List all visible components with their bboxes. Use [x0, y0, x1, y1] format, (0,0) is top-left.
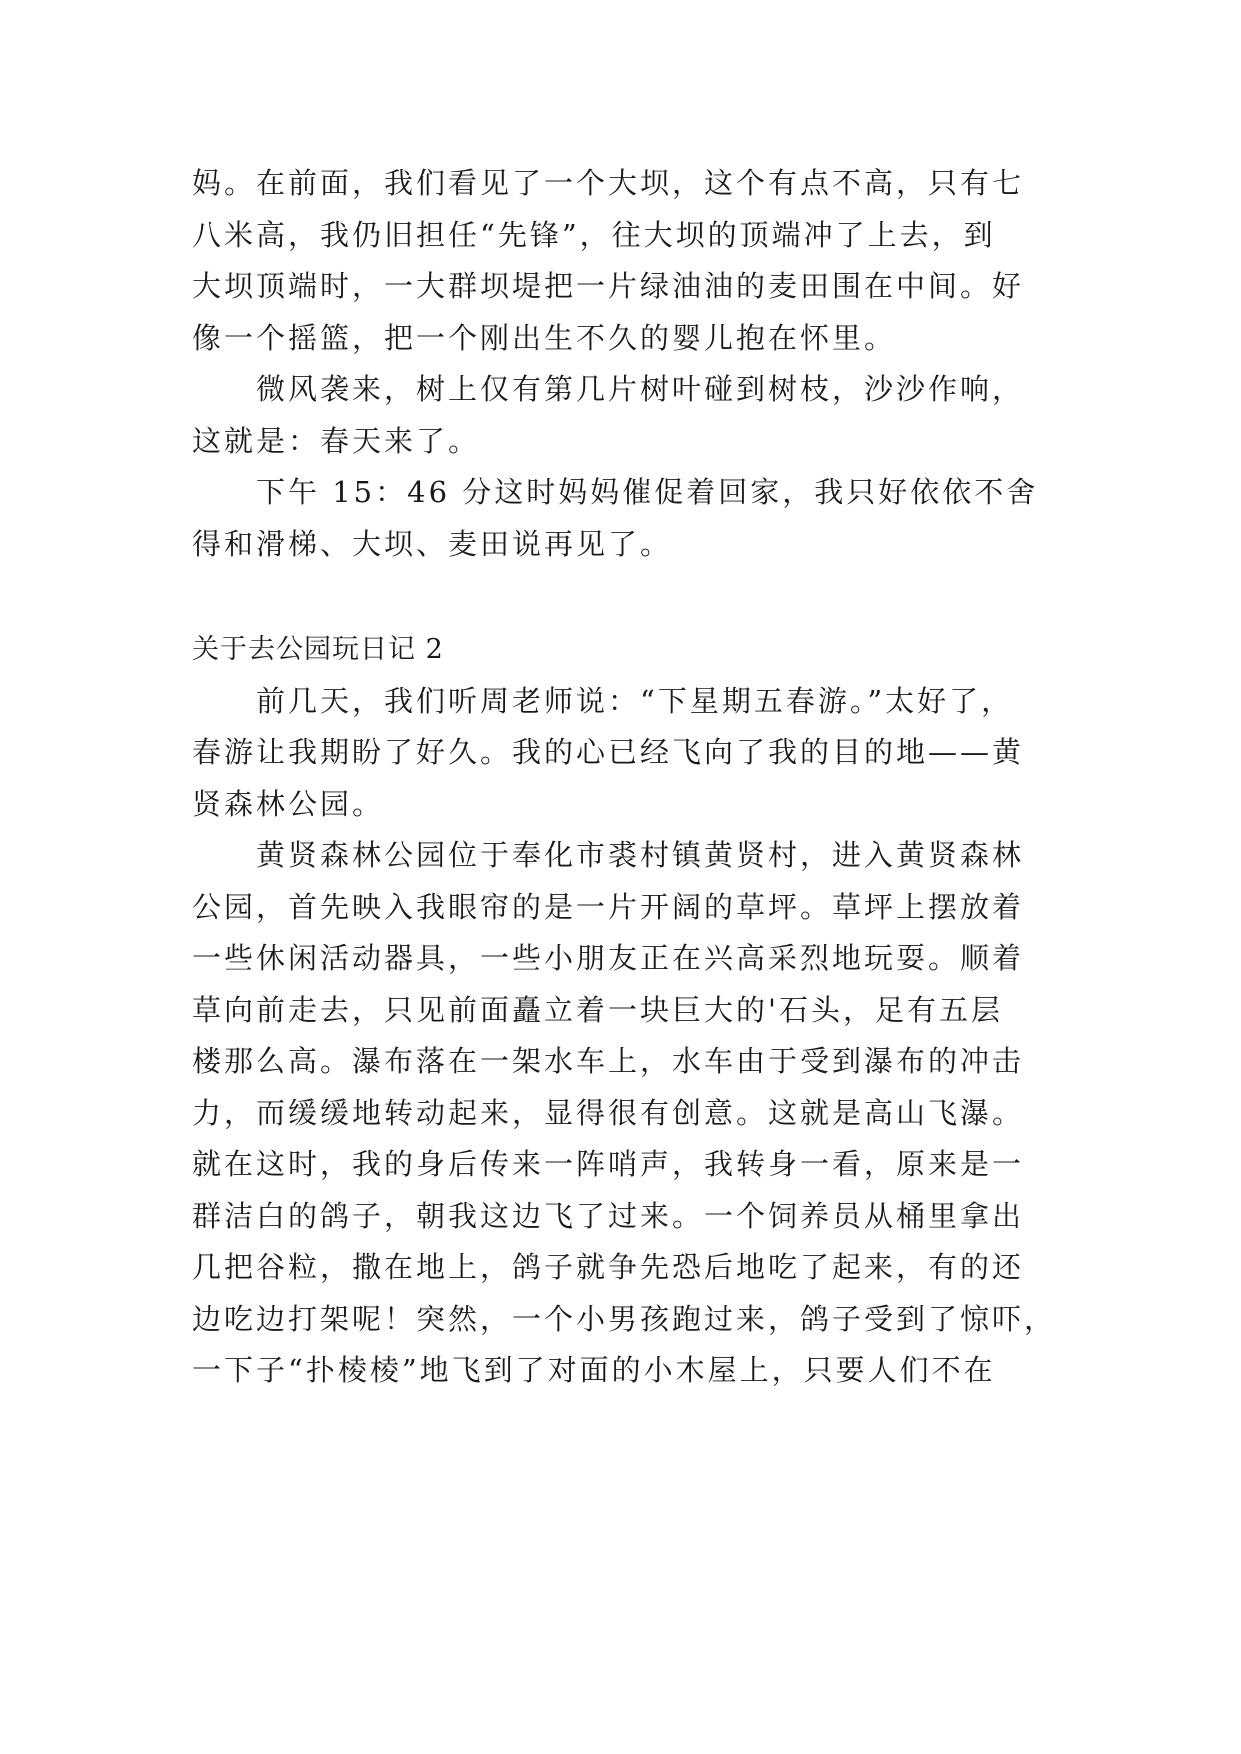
text-line: 群洁白的鸽子，朝我这边飞了过来。一个饲养员从桶里拿出	[192, 1198, 1025, 1233]
text-line: 楼那么高。瀑布落在一架水车上，水车由于受到瀑布的冲击	[192, 1044, 1025, 1078]
text-line: 八米高，我仍旧担任“先锋”，往大坝的顶端冲了上去，到	[192, 217, 996, 252]
text-line: 大坝顶端时，一大群坝堤把一片绿油油的麦田围在中间。好	[192, 269, 1025, 303]
text-line: 春游让我期盼了好久。我的心已经飞向了我的目的地——黄	[192, 735, 1025, 769]
text-line: 草向前走去，只见前面矗立着一块巨大的'石头，足有五层	[192, 992, 1003, 1027]
text-line: 边吃边打架呢！突然，一个小男孩跑过来，鸽子受到了惊吓，	[192, 1301, 1057, 1336]
text-line: 一下子“扑棱棱”地飞到了对面的小木屋上，只要人们不在	[192, 1353, 996, 1387]
section-spacer	[192, 570, 1072, 622]
text-line: 这就是：春天来了。	[192, 423, 481, 458]
paragraph	[192, 467, 1072, 570]
text-line: 公园，首先映入我眼帘的是一片开阔的草坪。草坪上摆放着	[192, 889, 1025, 924]
text-line: 黄贤森林公园位于奉化市裘村镇黄贤村，进入黄贤森林	[256, 838, 1025, 872]
paragraph	[192, 364, 1072, 467]
text-line: 就在这时，我的身后传来一阵哨声，我转身一看，原来是一	[192, 1147, 1025, 1181]
paragraph	[192, 830, 1072, 1397]
section-title: 关于去公园玩日记 2	[192, 634, 444, 665]
paragraph	[192, 158, 1072, 364]
text-line: 一些休闲活动器具，一些小朋友正在兴高采烈地玩耍。顺着	[192, 941, 1025, 975]
document-body	[192, 158, 1072, 1397]
text-line: 几把谷粒，撒在地上，鸽子就争先恐后地吃了起来，有的还	[192, 1250, 1025, 1284]
text-line: 微风袭来，树上仅有第几片树叶碰到树枝，沙沙作响，	[256, 372, 1025, 406]
text-line: 贤森林公园。	[192, 786, 385, 821]
text-line: 力，而缓缓地转动起来，显得很有创意。这就是高山飞瀑。	[192, 1095, 1025, 1130]
text-line: 妈。在前面，我们看见了一个大坝，这个有点不高，只有七	[192, 166, 1025, 200]
text-line: 像一个摇篮，把一个刚出生不久的婴儿抱在怀里。	[192, 320, 897, 355]
text-line: 前几天，我们听周老师说：“下星期五春游。”太好了，	[256, 683, 1014, 718]
paragraph	[192, 676, 1072, 831]
text-line: 下午 15：46 分这时妈妈催促着回家，我只好依依不舍	[256, 475, 1039, 509]
text-line: 得和滑梯、大坝、麦田说再见了。	[192, 526, 673, 561]
